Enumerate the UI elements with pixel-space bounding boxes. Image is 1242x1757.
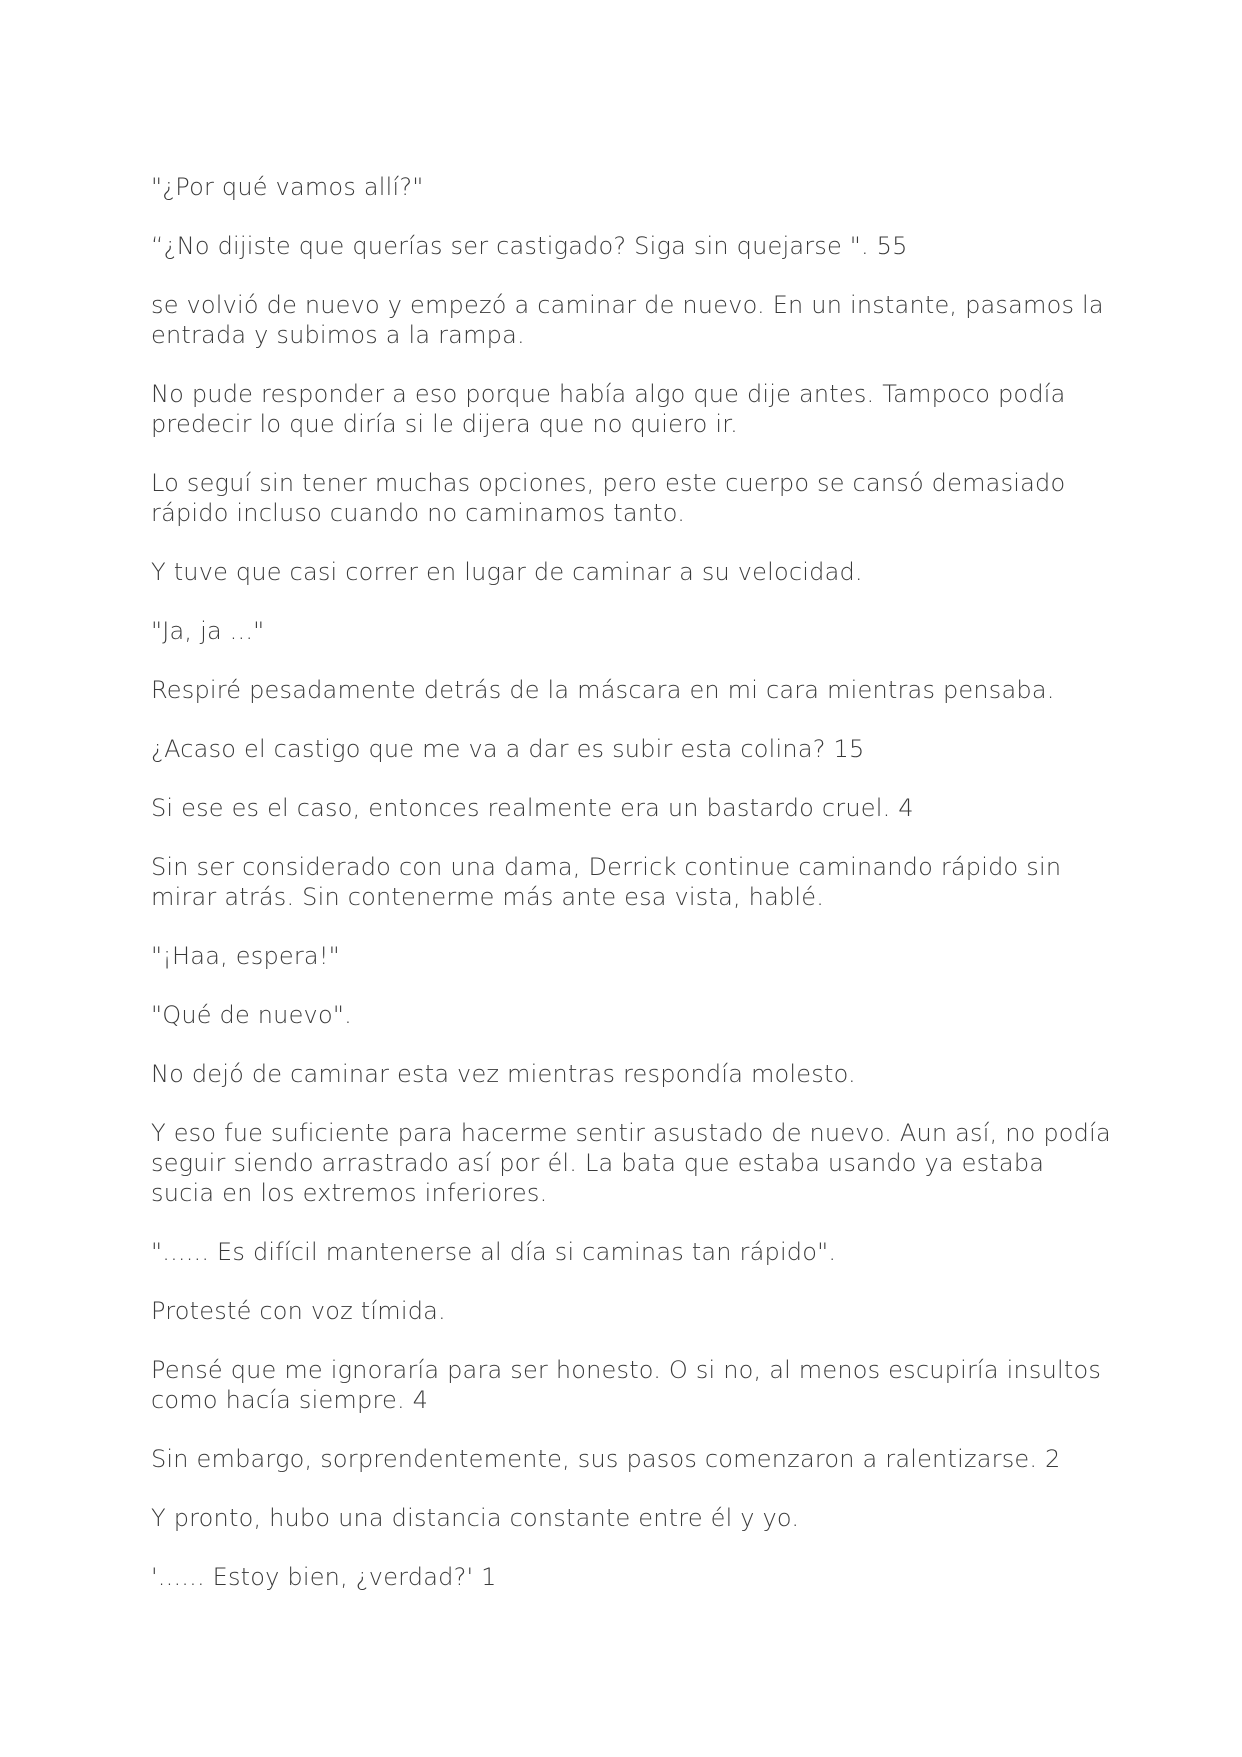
paragraph: se volvió de nuevo y empezó a caminar de nuevo. En un instante, pasamos la entrada y subimos a la rampa. <box>151 291 1104 349</box>
paragraph: "Ja, ja ..." <box>151 617 265 645</box>
paragraph: ¿Acaso el castigo que me va a dar es subir esta colina? 15 <box>151 735 865 763</box>
paragraph: Y tuve que casi correr en lugar de caminar a su velocidad. <box>151 558 863 586</box>
paragraph: Pensé que me ignoraría para ser honesto. O si no, al menos escupiría insultos como hacía siempre. 4 <box>151 1356 1102 1414</box>
paragraph: Y pronto, hubo una distancia constante entre él y yo. <box>151 1504 800 1532</box>
paragraph: "Qué de nuevo". <box>151 1001 352 1029</box>
paragraph: Lo seguí sin tener muchas opciones, pero este cuerpo se cansó demasiado rápido incluso cuando no caminamos tanto. <box>151 469 1066 527</box>
paragraph: Sin ser considerado con una dama, Derrick continue caminando rápido sin mirar atrás. Sin contenerme más ante esa vista, hablé. <box>151 853 1062 911</box>
paragraph: Y eso fue suficiente para hacerme sentir asustado de nuevo. Aun así, no podía seguir siendo arrastrado así por él. La bata que estaba usando ya estaba sucia en los extremos inferiores. <box>151 1119 1111 1207</box>
document-body <box>151 172 1111 1621</box>
paragraph: "...... Es difícil mantenerse al día si caminas tan rápido". <box>151 1238 837 1266</box>
paragraph: Si ese es el caso, entonces realmente era un bastardo cruel. 4 <box>151 794 914 822</box>
paragraph: No dejó de caminar esta vez mientras respondía molesto. <box>151 1060 856 1088</box>
paragraph: "¿Por qué vamos allí?" <box>151 173 424 201</box>
paragraph: Protesté con voz tímida. <box>151 1297 446 1325</box>
paragraph: '...... Estoy bien, ¿verdad?' 1 <box>151 1563 497 1591</box>
paragraph: No pude responder a eso porque había algo que dije antes. Tampoco podía predecir lo que diría si le dijera que no quiero ir. <box>151 380 1066 438</box>
paragraph: Respiré pesadamente detrás de la máscara en mi cara mientras pensaba. <box>151 676 1055 704</box>
paragraph: "¡Haa, espera!" <box>151 942 340 970</box>
paragraph: Sin embargo, sorprendentemente, sus pasos comenzaron a ralentizarse. 2 <box>151 1445 1061 1473</box>
paragraph: “¿No dijiste que querías ser castigado? Siga sin quejarse ". 55 <box>151 232 908 260</box>
